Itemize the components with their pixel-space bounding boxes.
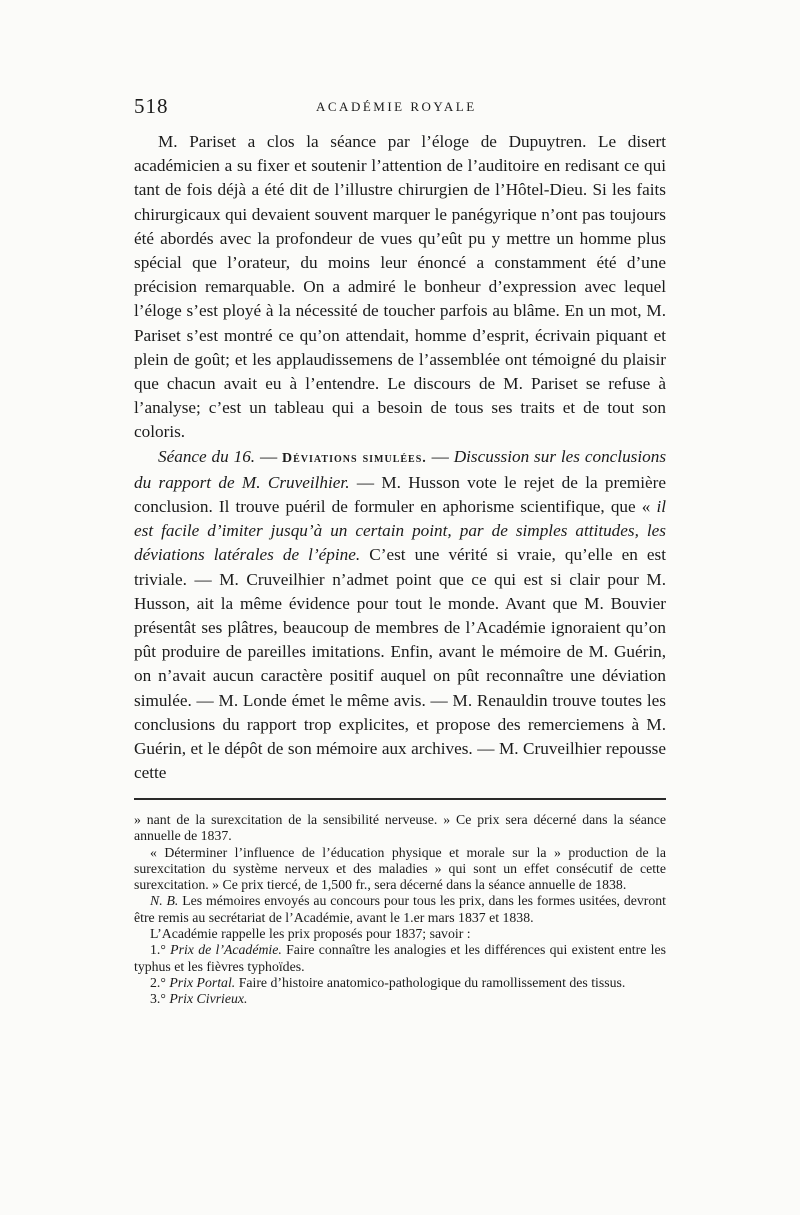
paragraph-text: — M. Husson vote le rejet de la première conclusion. Il trouve puéril de formuler en aphorisme scientifique, que « (134, 472, 667, 517)
page-header (134, 94, 670, 124)
running-title: ACADÉMIE ROYALE (316, 99, 477, 114)
paragraph-seance (134, 445, 666, 786)
paragraph-text: C’est une vérité si vraie, qu’elle en est triviale. — M. Cruveilhier n’admet point que ce qui est si clair pour M. Husson, ait la même évidence pour tout le monde. Avant que M. Bouvier présentât ses plâtres, beaucoup de membres de l’Académie ignoraient qu’on pût produire de pareilles imitations. Enfin, avant le mémoire de M. Guérin, on n’avait aucun caractère positif auquel on pût reconnaître une déviation simulée. — M. Londe émet le même avis. — M. Renauldin trouve toutes les conclusions du rapport trop explicites, et propose des remerciemens à M. Guérin, et le dépôt de son mémoire aux archives. — M. Cruveilhier repousse cette (134, 545, 666, 783)
discussion-title: Discussion sur les conclusions du rapport de M. Cruveilhier. (134, 446, 667, 492)
prize-label: Prix Civrieux. (169, 991, 248, 1007)
prize-item (134, 975, 666, 991)
seance-title: Déviations simulées. (282, 450, 427, 466)
prize-item (134, 991, 666, 1007)
footnote-recall: L’Académie rappelle les prix proposés pour 1837; savoir : (150, 926, 471, 942)
footnotes (134, 812, 666, 1008)
footnote-nb (134, 893, 666, 926)
page-number: 518 (134, 94, 169, 118)
prize-text: Faire connaître les analogies et les différences qui existent entre les typhus et les fièvres typhoïdes. (134, 942, 666, 974)
dash: — (255, 446, 283, 466)
prize-number: 1.° (150, 942, 171, 958)
prize-number: 2.° (150, 974, 170, 990)
footnote-line: « Déterminer l’influence de l’éducation physique et morale sur la » production de la surexcitation du système nerveux et des maladies » qui sont un effet consécutif de cette surexcitation. » Ce prix tiercé, de 1,500 fr., sera décerné dans la séance annuelle de 1838. (134, 844, 666, 893)
prize-text: Faire d’histoire anatomico-pathologique du ramollissement des tissus. (235, 974, 626, 990)
dash: — (426, 446, 454, 466)
prize-number: 3.° (150, 991, 170, 1007)
prize-item (134, 942, 666, 975)
prize-label: Prix Portal. (169, 974, 236, 990)
prize-label: Prix de l’Académie. (170, 942, 282, 958)
paragraph-eloge: M. Pariset a clos la séance par l’éloge de Dupuytren. Le disert académicien a su fixer et soutenir l’attention de l’auditoire en redisant ce qui tant de fois déjà a été dit de l’illustre chirurgien de l’Hôtel-Dieu. Si les faits chirurgicaux qui devaient souvent marquer le panégyrique n’ont pas toujours été abordés avec la profondeur de vues qu’eût pu y mettre un homme plus spécial que l’orateur, du moins leur énoncé a constamment été d’une précision remarquable. On a admiré le bonheur d’expression avec lequel l’éloge s’est ployé à la nécessité de toucher parfois au blâme. En un mot, M. Pariset s’est montré ce qu’on attendait, homme d’esprit, écrivain piquant et plein de goût; et les applaudissemens de l’assemblée ont témoigné du plaisir que chacun avait eu à l’entendre. Le discours de M. Pariset se refuse à l’analyse; c’est un tableau qui a besoin de tous ses traits et de tout son coloris. (134, 132, 666, 442)
nb-label: N. B. (150, 893, 179, 909)
seance-date: Séance du 16. (158, 446, 256, 466)
main-text (134, 130, 666, 785)
footnote-line: » nant de la surexcitation de la sensibilité nerveuse. » Ce prix sera décerné dans la séance annuelle de 1837. (134, 812, 666, 844)
nb-text: Les mémoires envoyés au concours pour tous les prix, dans les formes usitées, devront être remis au secrétariat de l’Académie, avant le 1.er mars 1837 et 1838. (134, 893, 667, 925)
footnote-divider (134, 798, 666, 800)
quotation: il est facile d’imiter jusqu’à un certain point, par de simples attitudes, les déviations latérales de l’épine. (134, 497, 666, 565)
